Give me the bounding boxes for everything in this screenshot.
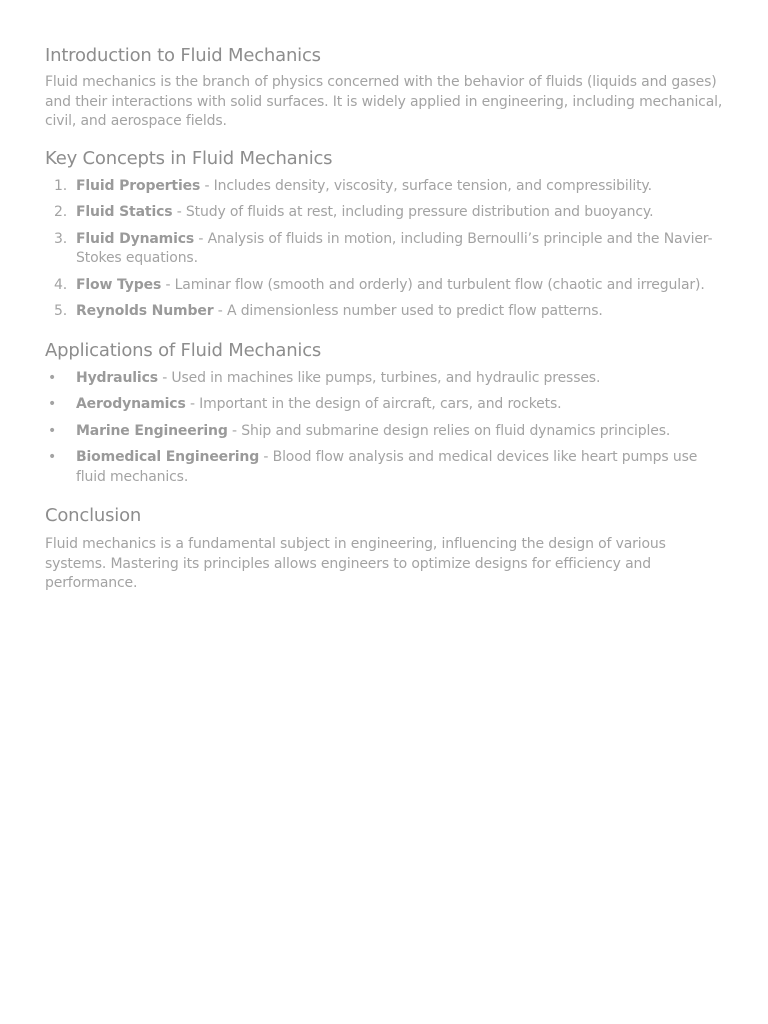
conclusion-section: [45, 504, 724, 594]
list-item: [45, 302, 724, 322]
list-number: 2.: [53, 204, 67, 220]
concept-term: Fluid Properties: [76, 177, 201, 194]
key-concepts-list: [45, 177, 724, 322]
list-item: [45, 448, 724, 487]
intro-section: [45, 44, 724, 132]
concept-term: Reynolds Number: [76, 303, 214, 319]
list-item: [45, 369, 724, 389]
applications-heading: Applications of Fluid Mechanics: [45, 339, 322, 361]
list-item: [45, 422, 724, 442]
list-item: [45, 177, 724, 197]
application-term: Aerodynamics: [76, 396, 186, 412]
list-number: 1.: [53, 177, 67, 194]
conclusion-heading: Conclusion: [45, 505, 142, 526]
list-item: [45, 230, 724, 269]
bullet-icon: •: [47, 369, 57, 386]
list-item: [45, 276, 724, 296]
concept-description: - Includes density, viscosity, surface tension, and compressibility.: [200, 177, 652, 194]
application-term: Biomedical Engineering: [76, 449, 260, 465]
application-description: - Ship and submarine design relies on fluid dynamics principles.: [227, 422, 671, 439]
concept-term: Fluid Dynamics: [76, 230, 195, 247]
concept-description: - Study of fluids at rest, including pressure distribution and buoyancy.: [172, 204, 654, 220]
applications-section: [45, 339, 724, 488]
applications-list: [45, 369, 724, 488]
conclusion-paragraph: Fluid mechanics is a fundamental subject in engineering, influencing the design of various systems. Mastering its principles allows engineers to optimize designs for efficiency and performance.: [45, 536, 666, 591]
intro-heading: Introduction to Fluid Mechanics: [45, 45, 321, 66]
application-description: - Important in the design of aircraft, cars, and rockets.: [185, 396, 562, 412]
list-number: 4.: [53, 276, 67, 293]
concept-term: Fluid Statics: [76, 204, 173, 220]
list-item: [45, 203, 724, 223]
bullet-icon: •: [47, 396, 57, 412]
key-concepts-heading: Key Concepts in Fluid Mechanics: [45, 147, 333, 169]
list-item: [45, 395, 724, 415]
bullet-icon: •: [47, 422, 57, 439]
intro-paragraph: Fluid mechanics is the branch of physics concerned with the behavior of fluids (liquids and gases) and their interactions with solid surfaces. It is widely applied in engineering, including mechanical, civil, and aerospace fields.: [45, 74, 723, 129]
application-description: - Blood flow analysis and medical devices like heart pumps use fluid mechanics.: [76, 449, 698, 485]
bullet-icon: •: [47, 449, 57, 465]
application-term: Marine Engineering: [76, 422, 228, 439]
concept-description: - Laminar flow (smooth and orderly) and turbulent flow (chaotic and irregular).: [161, 276, 705, 293]
concept-term: Flow Types: [76, 276, 162, 293]
key-concepts-section: [45, 147, 724, 322]
application-term: Hydraulics: [76, 369, 158, 386]
list-number: 5.: [53, 303, 67, 319]
concept-description: - A dimensionless number used to predict flow patterns.: [213, 303, 603, 319]
concept-description: - Analysis of fluids in motion, including Bernoulli’s principle and the Navier-Stokes equations.: [76, 230, 713, 266]
application-description: - Used in machines like pumps, turbines, and hydraulic presses.: [157, 369, 601, 386]
list-number: 3.: [53, 230, 67, 247]
